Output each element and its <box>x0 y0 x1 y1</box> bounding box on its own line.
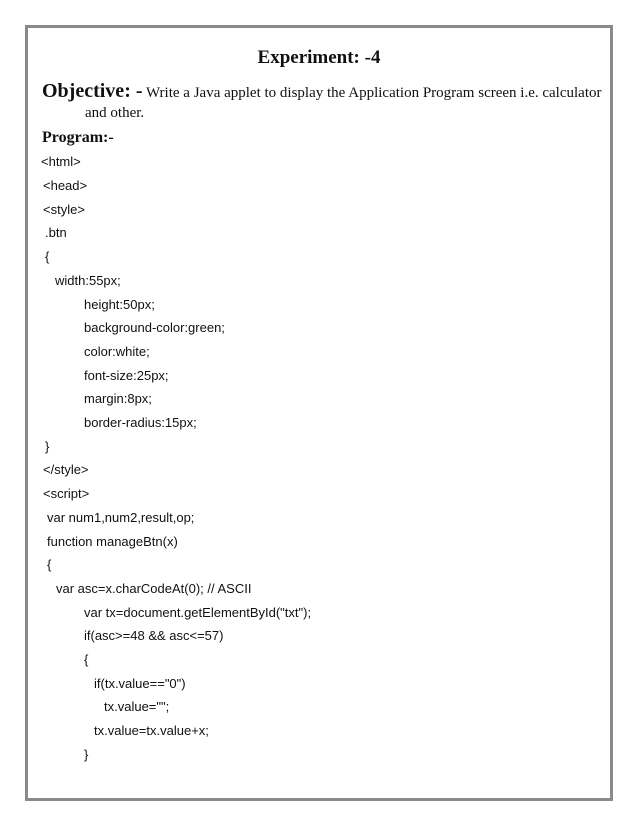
code-line: { <box>47 557 52 572</box>
code-line: } <box>45 439 50 454</box>
code-line: var asc=x.charCodeAt(0); // ASCII <box>56 581 252 596</box>
code-line: tx.value=tx.value+x; <box>94 723 209 738</box>
code-line: if(tx.value=="0") <box>94 676 186 691</box>
objective-text-line2: and other. <box>85 105 145 121</box>
code-line: var num1,num2,result,op; <box>47 510 195 525</box>
code-line: background-color:green; <box>84 320 225 335</box>
code-line: } <box>84 747 89 762</box>
objective-paragraph <box>42 80 622 124</box>
code-line: width:55px; <box>55 273 121 288</box>
code-line: tx.value=""; <box>104 699 170 714</box>
code-line: .btn <box>45 225 67 240</box>
code-line: <style> <box>43 202 85 217</box>
code-line: <script> <box>43 486 90 501</box>
code-line: border-radius:15px; <box>84 415 197 430</box>
objective-text-line1: Write a Java applet to display the Application Program screen i.e. calculator <box>146 85 602 101</box>
code-line: margin:8px; <box>84 391 152 406</box>
code-line: <html> <box>41 154 81 169</box>
code-line: function manageBtn(x) <box>47 534 178 549</box>
code-line: height:50px; <box>84 297 155 312</box>
code-line: if(asc>=48 && asc<=57) <box>84 628 224 643</box>
objective-first-row <box>42 80 622 102</box>
code-line: var tx=document.getElementById("txt"); <box>84 605 312 620</box>
code-line: { <box>84 652 89 667</box>
code-line: <head> <box>43 178 88 193</box>
page-title: Experiment: -4 <box>257 47 381 68</box>
code-line: { <box>45 249 50 264</box>
objective-label: Objective: - <box>42 80 143 102</box>
code-line: color:white; <box>84 344 150 359</box>
program-label: Program:- <box>42 129 114 146</box>
code-line: font-size:25px; <box>84 368 169 383</box>
code-line: </style> <box>43 462 89 477</box>
